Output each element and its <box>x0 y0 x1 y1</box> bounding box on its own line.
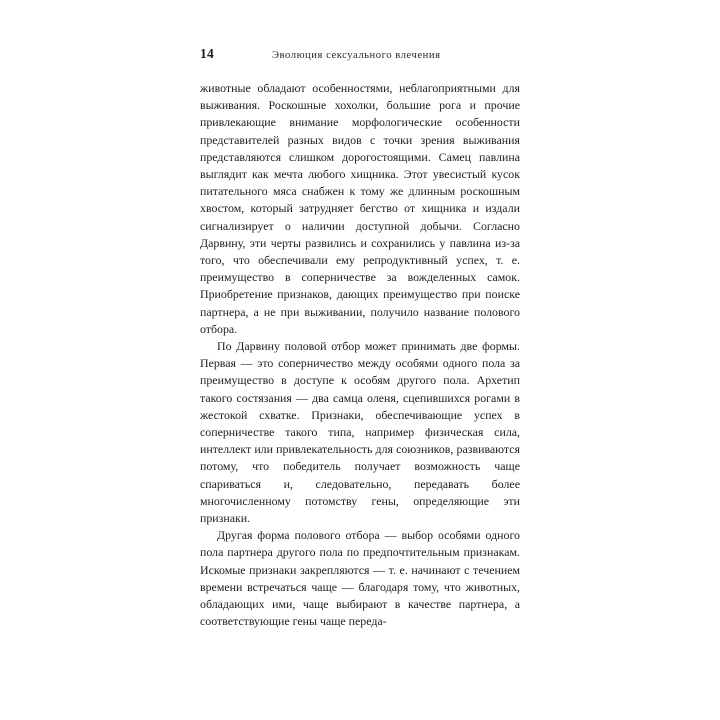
body-copy <box>200 80 520 631</box>
paragraph-3: Другая форма полового отбора — выбор особями одного пола партнера другого пола по предпочтительным признакам. Искомые признаки закрепляются — т. е. начинают с течением времени встречаться чаще — благодаря тому, что животных, обладающих ими, чаще выбирают в качестве партнера, а соответствующие гены чаще переда- <box>200 528 520 629</box>
paragraph-1: животные обладают особенностями, неблагоприятными для выживания. Роскошные хохолки, большие рога и прочие привлекающие внимание морфологические особенности представителей разных видов с точки зрения выживания представляются слишком дорогостоящими. Самец павлина выглядит как мечта любого хищника. Этот увесистый кусок питательного мяса снабжен к тому же длинным роскошным хвостом, который затрудняет бегство от хищника и издали сигнализирует о наличии доступной добычи. Согласно Дарвину, эти черты развились и сохранились у павлина из-за того, что обеспечивали ему репродуктивный успех, т. е. преимущество в соперничестве за вожделенных самок. Приобретение признаков, дающих преимущество при поиске партнера, а не при выживании, получило название полового отбора. <box>200 81 520 336</box>
page-number: 14 <box>200 46 214 61</box>
page-text-block <box>200 46 520 631</box>
paragraph-2: По Дарвину половой отбор может принимать две формы. Первая — это соперничество между особями одного пола за преимущество в доступе к особям другого пола. Архетип такого состязания — два самца оленя, сцепившихся рогами в жестокой схватке. Признаки, обеспечивающие успех в соперничестве такого типа, например физическая сила, интеллект или привлекательность для союзников, развиваются потому, что победитель получает возможность чаще спариваться и, следовательно, передавать более многочисленному потомству гены, определяющие эти признаки. <box>200 339 520 526</box>
running-head <box>200 46 520 68</box>
running-head-title: Эволюция сексуального влечения <box>272 50 441 61</box>
